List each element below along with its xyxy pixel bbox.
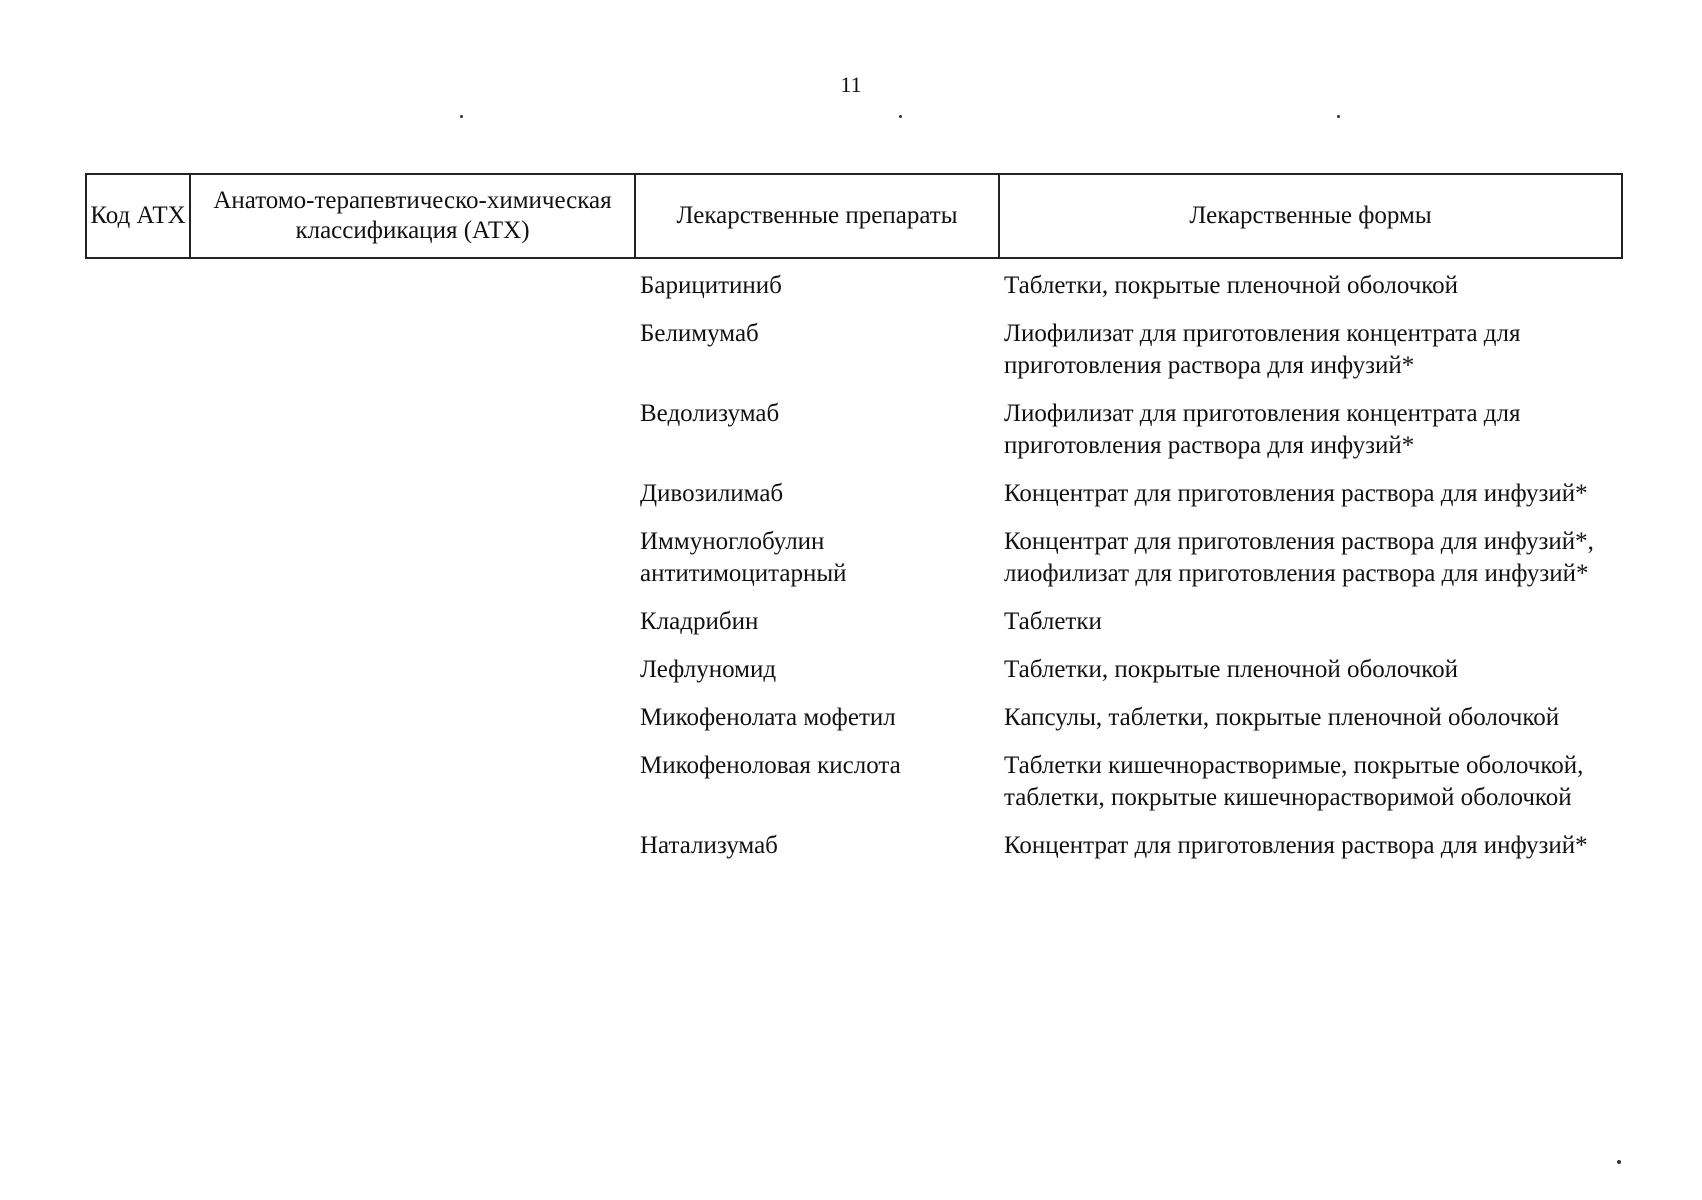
drug-name: Барицитиниб (640, 272, 782, 299)
table-row (0, 478, 1702, 526)
drug-form: Лиофилизат для приготовления концентрата для приготовления раствора для инфузий* (1004, 320, 1521, 379)
table-row (0, 318, 1702, 398)
drug-form: Таблетки, покрытые пленочной оболочкой (1004, 272, 1459, 299)
table-row (0, 398, 1702, 478)
table-header (85, 173, 1623, 259)
page-number: 11 (840, 72, 862, 97)
scan-dot (1617, 1160, 1621, 1164)
header-code: Код АТХ (87, 175, 191, 257)
drug-name: Микофенолата мофетил (640, 704, 896, 731)
header-classification: Анатомо-терапевтическо-химическая классификация (АТХ) (191, 175, 636, 257)
drug-name: Натализумаб (640, 832, 778, 859)
table-row (0, 270, 1702, 318)
scan-dot (899, 115, 902, 118)
drug-form: Капсулы, таблетки, покрытые пленочной оболочкой (1004, 704, 1560, 731)
drug-name: Кладрибин (640, 608, 759, 635)
drug-name: Белимумаб (640, 320, 759, 347)
table-row (0, 526, 1702, 606)
drug-name: Дивозилимаб (640, 480, 784, 507)
scan-dot (460, 115, 463, 118)
drug-form: Концентрат для приготовления раствора для инфузий* (1004, 832, 1588, 859)
table-row (0, 702, 1702, 750)
drug-form: Таблетки (1004, 608, 1102, 635)
drug-name: Ведолизумаб (640, 400, 780, 427)
drug-name: Микофеноловая кислота (640, 752, 901, 779)
scan-dot (1337, 115, 1340, 118)
drug-name: Лефлуномид (640, 656, 777, 683)
table-row (0, 654, 1702, 702)
table-row (0, 750, 1702, 830)
header-drugs: Лекарственные препараты (636, 175, 1000, 257)
header-forms: Лекарственные формы (1189, 202, 1432, 229)
table-row (0, 830, 1702, 878)
drug-form: Концентрат для приготовления раствора для инфузий* (1004, 480, 1588, 507)
drug-form: Таблетки, покрытые пленочной оболочкой (1004, 656, 1459, 683)
drug-form: Лиофилизат для приготовления концентрата для приготовления раствора для инфузий* (1004, 400, 1521, 459)
drug-form: Таблетки кишечнорастворимые, покрытые оболочкой, таблетки, покрытые кишечнорастворимой оболочкой (1004, 752, 1584, 811)
table-body (0, 270, 1702, 878)
table-row (0, 606, 1702, 654)
drug-name: Иммуноглобулин антитимоцитарный (640, 528, 847, 587)
drug-form: Концентрат для приготовления раствора для инфузий*, лиофилизат для приготовления раствора для инфузий* (1004, 528, 1594, 587)
